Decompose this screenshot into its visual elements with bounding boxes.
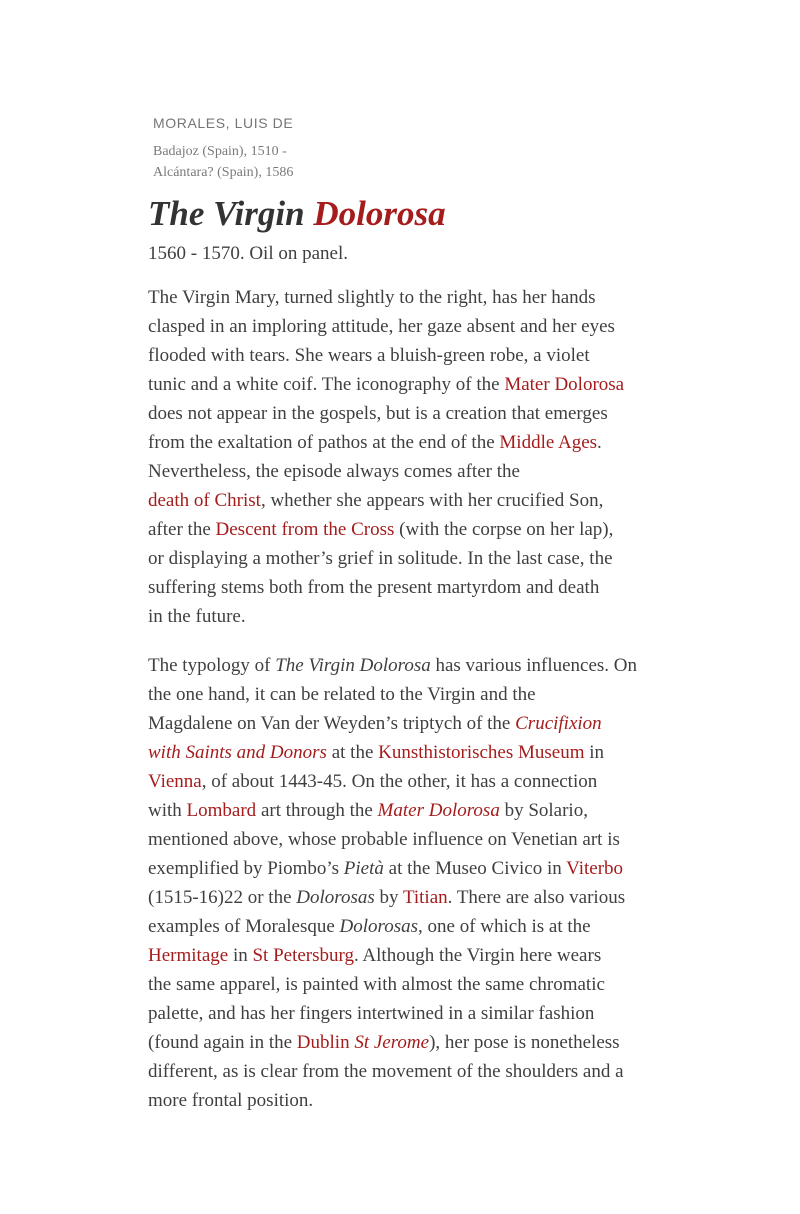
p2-line-16: more frontal position. — [148, 1090, 314, 1111]
title-part-2-link[interactable]: Dolorosa — [313, 194, 446, 233]
p2-line-9-text: (1515-16)22 or the — [148, 887, 297, 908]
p1-line-3: flooded with tears. She wears a bluish-green robe, a violet — [148, 345, 590, 366]
artwork-title — [148, 191, 670, 237]
hermitage-link[interactable]: Hermitage — [148, 945, 229, 966]
p2-line-10 — [148, 912, 670, 941]
dolorosas-italic: Dolorosas — [296, 887, 375, 908]
p2-line-6-end: by Solario, — [499, 800, 588, 821]
descent-from-the-cross-link[interactable]: Descent from the Cross — [215, 519, 395, 540]
p2-line-6 — [148, 796, 670, 825]
artist-death: Alcántara? (Spain), 1586 — [153, 165, 294, 180]
p2-line-1-text: The typology of — [148, 655, 276, 676]
p2-line-11-text: in — [228, 945, 253, 966]
p1-line-4 — [148, 370, 670, 399]
moralesque-dolorosas-italic: Dolorosas — [339, 916, 419, 937]
pieta-italic: Pietà — [343, 858, 384, 879]
st-jerome-link[interactable]: St Jerome — [354, 1032, 430, 1053]
p2-line-4-end: in — [584, 742, 605, 763]
st-petersburg-link[interactable]: St Petersburg — [252, 945, 354, 966]
p1-line-9 — [148, 515, 670, 544]
kunsthistorisches-museum-link[interactable]: Kunsthistorisches Museum — [378, 742, 585, 763]
p2-line-5-text: , of about 1443-45. On the other, it has a connection — [201, 771, 598, 792]
p2-line-8 — [148, 854, 670, 883]
p2-line-9 — [148, 883, 670, 912]
p2-line-13: palette, and has her fingers intertwined in a similar fashion — [148, 1003, 595, 1024]
p1-line-6-end: . — [597, 432, 602, 453]
p2-line-8-mid: at the Museo Civico in — [383, 858, 567, 879]
p2-line-10-text: examples of Moralesque — [148, 916, 340, 937]
p2-line-2: the one hand, it can be related to the Virgin and the — [148, 684, 536, 705]
artist-origin — [153, 141, 670, 183]
virgin-dolorosa-italic: The Virgin Dolorosa — [275, 655, 431, 676]
mater-dolorosa-link[interactable]: Mater Dolorosa — [504, 374, 625, 395]
p1-line-8 — [148, 486, 670, 515]
p2-line-3-text: Magdalene on Van der Weyden’s triptych of the — [148, 713, 516, 734]
p1-line-9-end: (with the corpse on her lap), — [394, 519, 614, 540]
p1-line-8-text: , whether she appears with her crucified Son, — [260, 490, 604, 511]
p1-line-1: The Virgin Mary, turned slightly to the right, has her hands — [148, 287, 596, 308]
p2-line-1-end: has various influences. On — [430, 655, 638, 676]
death-of-christ-link[interactable]: death of Christ — [148, 490, 261, 511]
dublin-link[interactable]: Dublin — [296, 1032, 350, 1053]
lombard-link[interactable]: Lombard — [186, 800, 257, 821]
with-saints-and-donors-link[interactable]: with Saints and Donors — [148, 742, 327, 763]
middle-ages-link[interactable]: Middle Ages — [499, 432, 598, 453]
p2-line-11-end: . Although the Virgin here wears — [353, 945, 602, 966]
p1-line-10: or displaying a mother’s grief in solitude. In the last case, the — [148, 548, 613, 569]
p1-line-9-text: after the — [148, 519, 216, 540]
mater-dolorosa-solario-link[interactable]: Mater Dolorosa — [377, 800, 500, 821]
p2-line-14-text: (found again in the — [148, 1032, 297, 1053]
vienna-link[interactable]: Vienna — [148, 771, 202, 792]
p2-line-9-mid: by — [374, 887, 403, 908]
p2-line-5 — [148, 767, 670, 796]
p1-line-6-text: from the exaltation of pathos at the end of the — [148, 432, 500, 453]
p2-line-8-text: exemplified by Piombo’s — [148, 858, 344, 879]
p2-line-6-mid: art through the — [256, 800, 378, 821]
artwork-entry — [148, 112, 670, 1135]
artwork-dating: 1560 - 1570. Oil on panel. — [148, 243, 349, 264]
crucifixion-link[interactable]: Crucifixion — [515, 713, 602, 734]
p2-line-14 — [148, 1028, 670, 1057]
p2-line-15: different, as is clear from the movement of the shoulders and a — [148, 1061, 624, 1082]
p2-line-7: mentioned above, whose probable influence on Venetian art is — [148, 829, 620, 850]
p1-line-4-text: tunic and a white coif. The iconography of the — [148, 374, 505, 395]
description-paragraph-1 — [148, 283, 670, 631]
p2-line-14-end: ), her pose is nonetheless — [429, 1032, 620, 1053]
p2-line-6-text: with — [148, 800, 187, 821]
p2-line-10-end: , one of which is at the — [418, 916, 591, 937]
p2-line-3 — [148, 709, 670, 738]
p1-line-2: clasped in an imploring attitude, her gaze absent and her eyes — [148, 316, 615, 337]
p2-line-4-text: at the — [326, 742, 379, 763]
p1-line-11: suffering stems both from the present martyrdom and death — [148, 577, 600, 598]
p2-line-12: the same apparel, is painted with almost the same chromatic — [148, 974, 605, 995]
artist-birth: Badajoz (Spain), 1510 - — [153, 144, 287, 159]
p1-line-7: Nevertheless, the episode always comes after the — [148, 461, 520, 482]
p1-line-5: does not appear in the gospels, but is a creation that emerges — [148, 403, 608, 424]
p2-line-11 — [148, 941, 670, 970]
p2-line-9-end: . There are also various — [447, 887, 626, 908]
p1-line-6 — [148, 428, 670, 457]
p1-line-12: in the future. — [148, 606, 246, 627]
titian-link[interactable]: Titian — [402, 887, 448, 908]
viterbo-link[interactable]: Viterbo — [566, 858, 624, 879]
p2-line-1 — [148, 651, 670, 680]
description-paragraph-2 — [148, 651, 670, 1115]
artist-name: MORALES, LUIS DE — [153, 115, 294, 131]
title-part-1: The Virgin — [148, 194, 314, 233]
p2-line-4 — [148, 738, 670, 767]
